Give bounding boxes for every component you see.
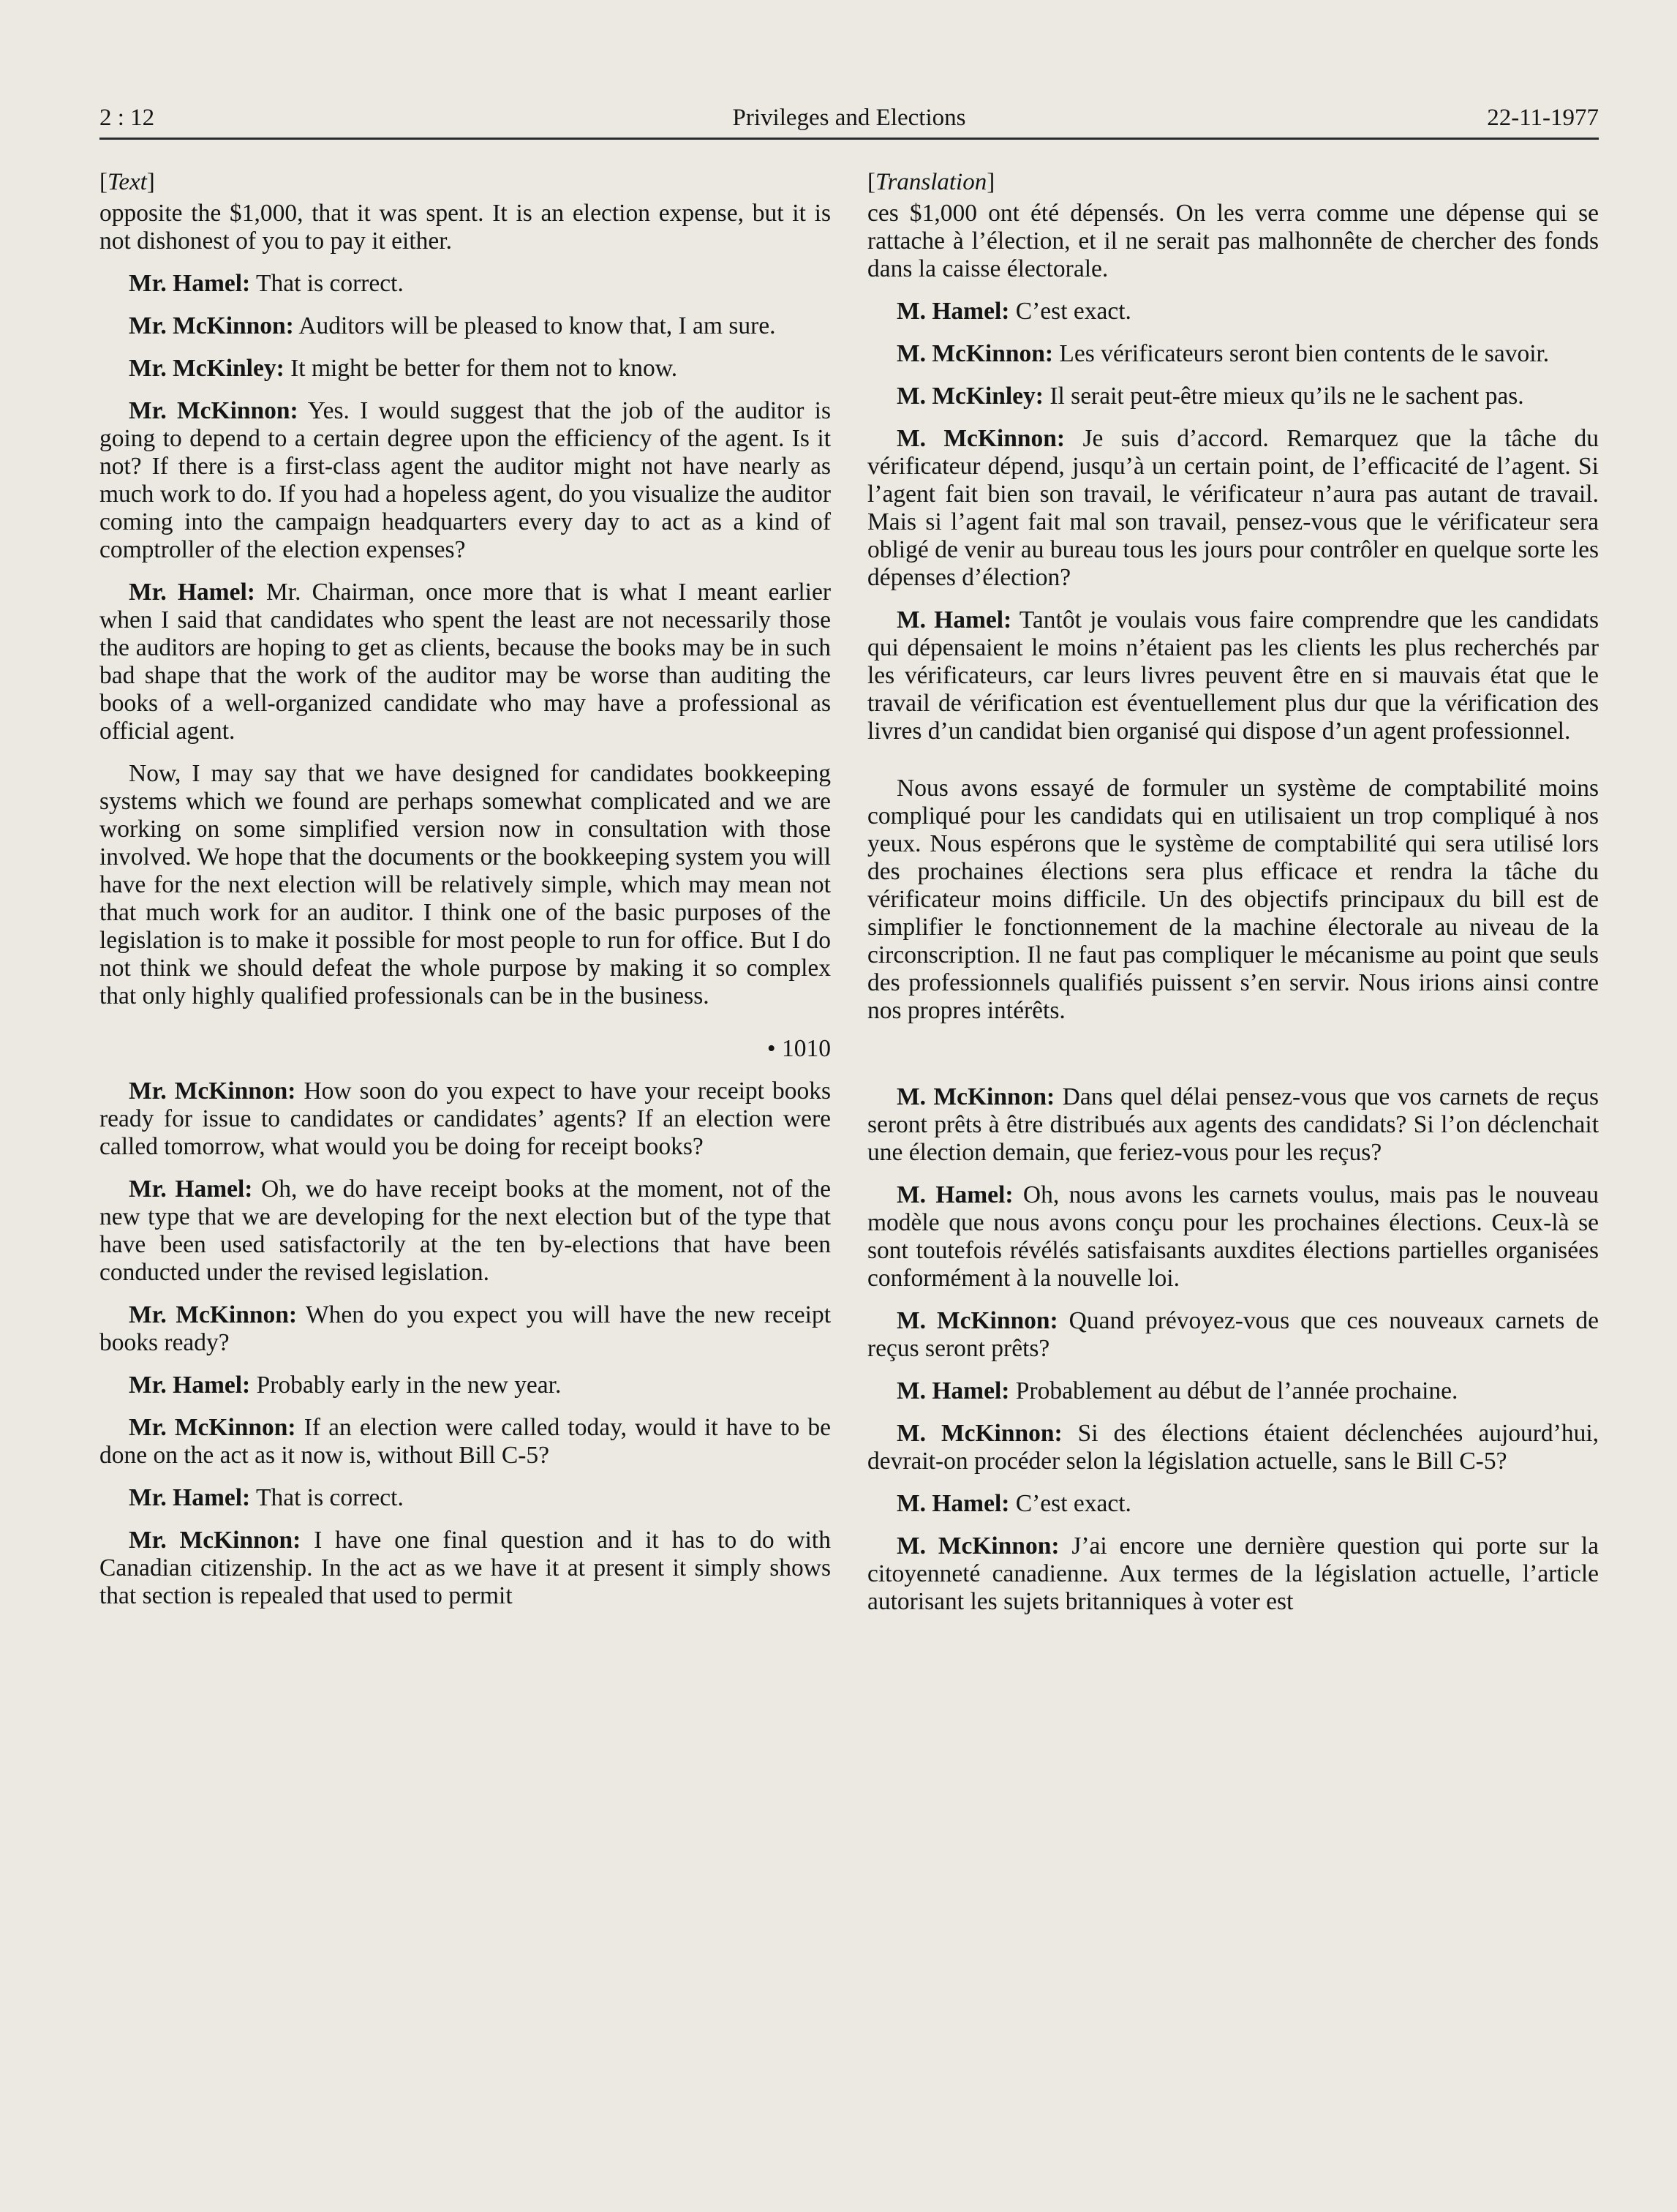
- speech-text: Je suis d’accord. Remarquez que la tâche du vérificateur dépend, jusqu’à un certain point, de l’efficacité de l’agent. Si l’agent fait bien son travail, le vérificateur n’aura pas autant de travail. Mais si l’agent fait mal son travail, pensez-vous que le vérificateur sera obligé de venir au bureau tous les jours pour contrôler en quelque sorte les dépenses d’élection?: [867, 425, 1599, 591]
- speaker-name: Mr. McKinnon:: [129, 1414, 296, 1441]
- column-label: [Translation]: [867, 169, 995, 195]
- paragraph: [867, 200, 1599, 283]
- speaker-name: M. Hamel:: [897, 1490, 1010, 1517]
- speech: [99, 270, 831, 298]
- paragraph: [99, 200, 831, 255]
- speech: [867, 298, 1599, 326]
- speech: [867, 1377, 1599, 1405]
- speaker-name: M. McKinnon:: [897, 340, 1054, 367]
- speech: [867, 606, 1599, 745]
- speech-text: Oh, nous avons les carnets voulus, mais pas le nouveau modèle que nous avons conçu pour les prochaines élections. Ceux-là se sont toutefois révélés satisfaisants auxdites élections partielles organisées conformément à la nouvelle loi.: [867, 1181, 1599, 1292]
- speech: [867, 1490, 1599, 1518]
- speech-text: Mr. Chairman, once more that is what I meant earlier when I said that candidates who spent the least are not necessarily those the auditors are hoping to get as clients, because the books may be in such bad shape that the work of the auditor may be worse than auditing the books of a well-organized candidate who may have a professional as official agent.: [99, 579, 831, 745]
- paragraph-text: Nous avons essayé de formuler un système de comptabilité moins compliqué pour les candidats qui en utilisaient un trop compliqué à nos yeux. Nous espérons que le système de comptabilité qui sera utilisé lors des prochaines élections sera plus efficace et rendra la tâche du vérificateur moins difficile. Un des objectifs principaux du bill est de simplifier le fonctionnement de la machine électorale au niveau de la circonscription. Il ne faut pas compliquer le mécanisme au point que seuls des professionnels qualifiés puissent s’en servir. Nous irions ainsi contre nos propres intérêts.: [867, 775, 1599, 1024]
- speaker-name: M. McKinnon:: [897, 1420, 1063, 1447]
- speech-text: Les vérificateurs seront bien contents de le savoir.: [1059, 340, 1550, 367]
- committee-title: Privileges and Elections: [732, 105, 966, 131]
- speech-text: Probablement au début de l’année prochaine.: [1015, 1377, 1458, 1404]
- speech: [867, 425, 1599, 592]
- time-marker: • 1010: [766, 1035, 831, 1062]
- speech-text: Yes. I would suggest that the job of the auditor is going to depend to a certain degree upon the efficiency of the agent. Is it not? If there is a first-class agent the auditor might not have nearly as much work to do. If you had a hopeless agent, do you visualize the auditor coming into the campaign headquarters every day to act as a kind of comptroller of the election expenses?: [99, 397, 831, 563]
- speaker-name: Mr. McKinnon:: [129, 312, 294, 339]
- speech: [867, 340, 1599, 368]
- paragraph-text: Now, I may say that we have designed for candidates bookkeeping systems which we found are perhaps somewhat complicated and we are working on some simplified version now in consultation with those involved. We hope that the documents or the bookkeeping system you will have for the next election will be relatively simple, which may mean not that much work for an auditor. I think one of the basic purposes of the legislation is to make it possible for most people to run for office. But I do not think we should defeat the whole purpose by making it so complex that only highly qualified professionals can be in the business.: [99, 760, 831, 1009]
- speech: [867, 1181, 1599, 1293]
- speech: [99, 579, 831, 745]
- speech-text: J’ai encore une dernière question qui porte sur la citoyenneté canadienne. Aux termes de la législation actuelle, l’article autorisant les sujets britanniques à voter est: [867, 1532, 1599, 1615]
- paragraph-text: ces $1,000 ont été dépensés. On les verra comme une dépense qui se rattache à l’élection, et il ne serait pas malhonnête de chercher des fonds dans la caisse électorale.: [867, 200, 1599, 282]
- column-label-text: Text: [108, 169, 147, 195]
- speaker-name: Mr. McKinnon:: [129, 1077, 296, 1105]
- speech: [99, 1077, 831, 1161]
- french-column: [867, 168, 1599, 1630]
- speaker-name: Mr. McKinnon:: [129, 397, 298, 424]
- speech-text: Auditors will be pleased to know that, I am sure.: [298, 312, 776, 339]
- speech-text: Tantôt je voulais vous faire comprendre que les candidats qui dépensaient le moins n’étaient pas les clients les plus recherchés par les vérificateurs, car leurs livres peuvent être en si mauvais état que le travail de vérification est éventuellement plus dur que la vérification des livres d’un candidat bien organisé qui dispose d’un agent professionnel.: [867, 606, 1599, 745]
- speech: [99, 1372, 831, 1399]
- speaker-name: Mr. Hamel:: [129, 1175, 253, 1203]
- speech-text: Il serait peut-être mieux qu’ils ne le sachent pas.: [1049, 383, 1524, 410]
- column-label: [Text]: [99, 169, 155, 195]
- speaker-name: M. McKinley:: [897, 383, 1044, 410]
- speech-text: Oh, we do have receipt books at the moment, not of the new type that we are developing for the next election but of the type that have been used satisfactorily at the ten by-elections that have been conducted under the revised legislation.: [99, 1175, 831, 1286]
- speech-text: That is correct.: [256, 1484, 404, 1511]
- speech-text: How soon do you expect to have your receipt books ready for issue to candidates or candidates’ agents? If an election were called tomorrow, what would you be doing for receipt books?: [99, 1077, 831, 1160]
- speech: [99, 1484, 831, 1512]
- speech: [99, 1301, 831, 1357]
- speaker-name: M. McKinnon:: [897, 1083, 1055, 1110]
- speaker-name: M. Hamel:: [897, 298, 1010, 325]
- speech: [99, 1527, 831, 1610]
- speech-text: If an election were called today, would it have to be done on the act as it now is, without Bill C-5?: [99, 1414, 831, 1469]
- speech-text: C’est exact.: [1015, 1490, 1131, 1517]
- page-header: [99, 101, 1599, 140]
- speech: [99, 397, 831, 564]
- page-date: 22-11-1977: [1487, 105, 1599, 131]
- speech: [99, 312, 831, 340]
- speech: [99, 1175, 831, 1287]
- speech-text: Si des élections étaient déclenchées aujourd’hui, devrait-on procéder selon la législation actuelle, sans le Bill C-5?: [867, 1420, 1599, 1475]
- speech-text: C’est exact.: [1015, 298, 1131, 325]
- speech: [867, 1307, 1599, 1363]
- paragraph: [867, 775, 1599, 1025]
- speaker-name: Mr. Hamel:: [129, 1372, 251, 1399]
- speech: [99, 355, 831, 383]
- speaker-name: Mr. McKinley:: [129, 355, 284, 382]
- paragraph-text: opposite the $1,000, that it was spent. It is an election expense, but it is not dishonest of you to pay it either.: [99, 200, 831, 255]
- paragraph: [99, 760, 831, 1010]
- speaker-name: M. Hamel:: [897, 1181, 1014, 1208]
- speech-text: It might be better for them not to know.: [290, 355, 678, 382]
- speech: [867, 1083, 1599, 1167]
- column-label-text: Translation: [875, 169, 987, 195]
- speaker-name: M. McKinnon:: [897, 425, 1066, 452]
- speech-text: Quand prévoyez-vous que ces nouveaux carnets de reçus seront prêts?: [867, 1307, 1599, 1362]
- speech: [867, 1532, 1599, 1616]
- speech-text: That is correct.: [256, 270, 404, 297]
- speaker-name: Mr. Hamel:: [129, 579, 255, 606]
- speaker-name: Mr. Hamel:: [129, 270, 251, 297]
- speech-text: Dans quel délai pensez-vous que vos carnets de reçus seront prêts à être distribués aux agents des candidats? Si l’on déclenchait une élection demain, que feriez-vous pour les reçus?: [867, 1083, 1599, 1166]
- speaker-name: Mr. Hamel:: [129, 1484, 251, 1511]
- speaker-name: M. McKinnon:: [897, 1307, 1058, 1334]
- speech-text: I have one final question and it has to do with Canadian citizenship. In the act as we have it at present it simply shows that section is repealed that used to permit: [99, 1527, 831, 1609]
- speaker-name: M. Hamel:: [897, 606, 1012, 633]
- page-number: 2 : 12: [99, 105, 155, 131]
- speech-text: Probably early in the new year.: [256, 1372, 562, 1399]
- speaker-name: Mr. McKinnon:: [129, 1301, 298, 1328]
- speech: [867, 383, 1599, 410]
- speaker-name: M. Hamel:: [897, 1377, 1010, 1404]
- speech: [99, 1414, 831, 1470]
- speech-text: When do you expect you will have the new receipt books ready?: [99, 1301, 831, 1356]
- speaker-name: Mr. McKinnon:: [129, 1527, 301, 1554]
- english-column: [99, 168, 831, 1625]
- speech: [867, 1420, 1599, 1475]
- speaker-name: M. McKinnon:: [897, 1532, 1060, 1560]
